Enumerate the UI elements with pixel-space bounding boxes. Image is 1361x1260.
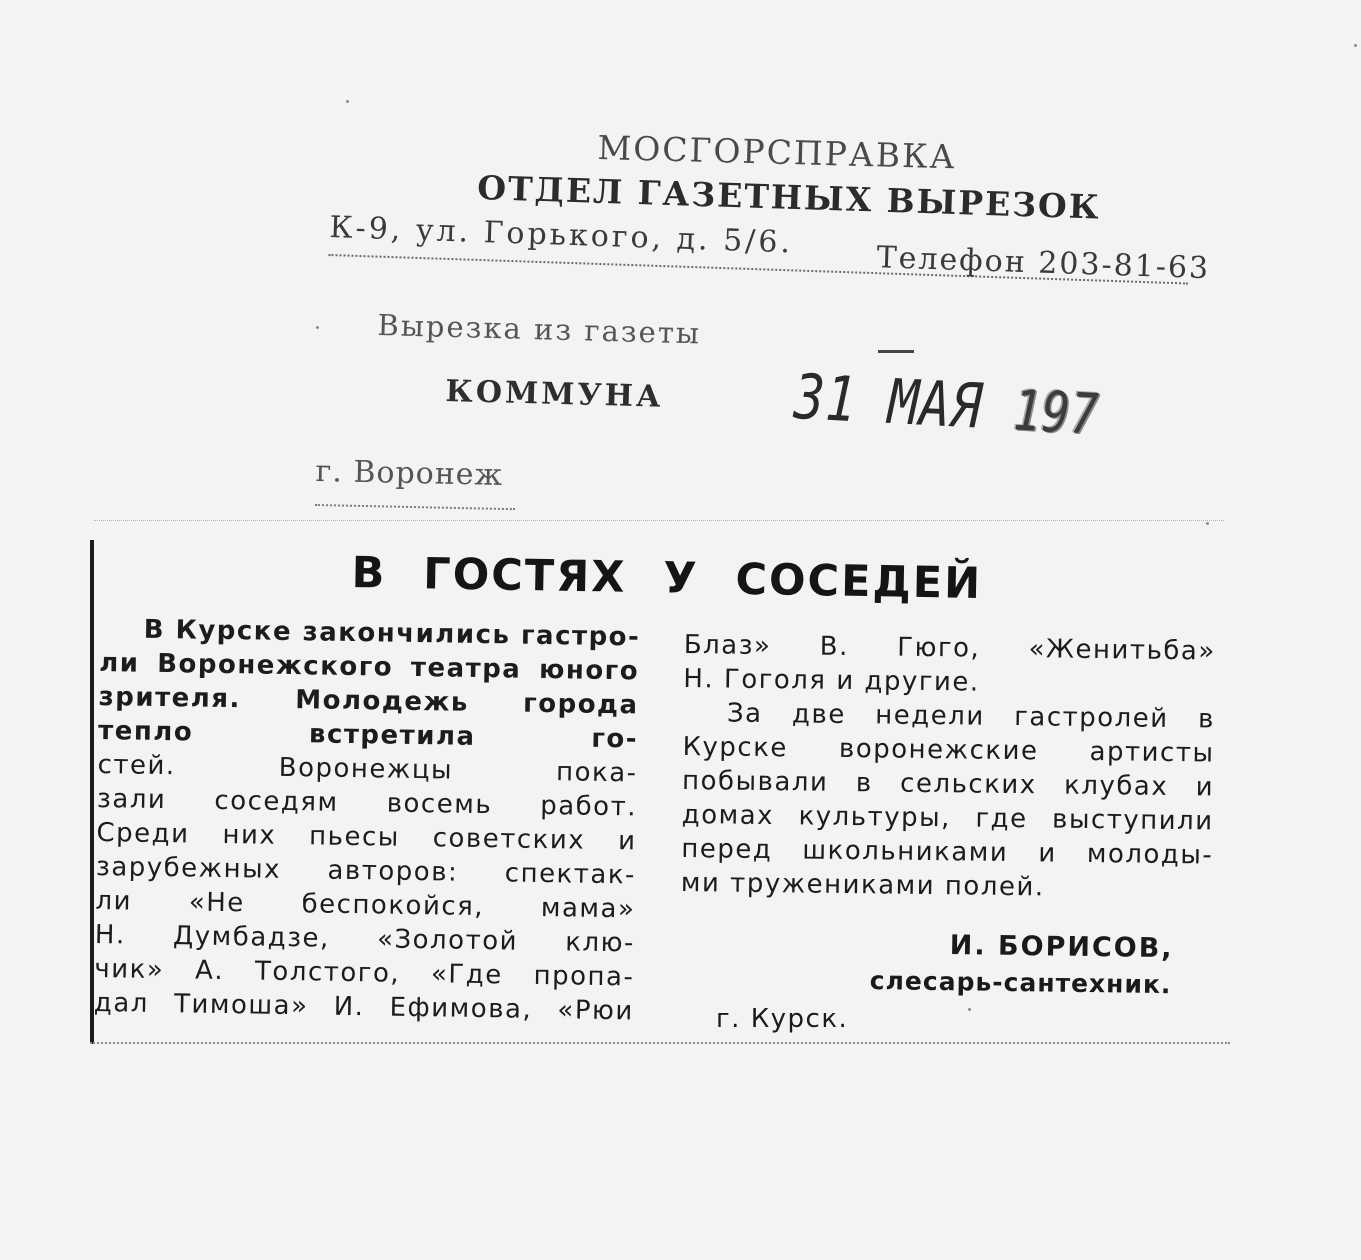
date-stamp-year: 197 <box>1011 378 1101 448</box>
scan-speck <box>1354 44 1357 47</box>
stamp-address: К-9, ул. Горького, д. 5/6. <box>328 210 794 261</box>
article-bottom-edge <box>90 1040 1230 1044</box>
article-line: зали соседям восемь работ. <box>96 783 638 823</box>
article-dateline: г. Курск. <box>716 1004 849 1034</box>
article-line: ли Воронежского театра юного <box>98 647 640 687</box>
article-line: За две недели гастролей в <box>726 698 1216 735</box>
article-line: побывали в сельских клубах и <box>681 765 1215 803</box>
date-stamp-month: МАЯ <box>886 364 985 443</box>
clipping-label: Вырезка из газеты <box>377 308 702 351</box>
article-line: тепло встретила го- <box>97 715 639 755</box>
scan-speck <box>316 326 319 329</box>
article-line: домах культуры, где выступили <box>681 799 1214 837</box>
date-stamp <box>792 360 1101 449</box>
author-name: И. БОРИСОВ, <box>949 930 1174 965</box>
article-line: зарубежных авторов: спектак- <box>95 851 637 891</box>
stamp-organization: МОСГОРСПРАВКА <box>596 128 958 177</box>
author-role: слесарь-сантехник. <box>869 966 1172 1000</box>
scan-speck <box>968 1008 971 1011</box>
newspaper-city-row <box>315 454 516 510</box>
stamp-department: ОТДЕЛ ГАЗЕТНЫХ ВЫРЕЗОК <box>476 168 1102 227</box>
article-right-column <box>681 628 1216 906</box>
article-line: зрителя. Молодежь города <box>98 681 639 721</box>
article-top-edge <box>94 520 1224 523</box>
article-line: Н. Гоголя и другие. <box>683 663 980 698</box>
scan-speck <box>346 100 349 103</box>
article-line: Блаз» В. Гюго, «Женитьба» <box>683 629 1216 667</box>
scan-speck <box>1206 522 1209 525</box>
article-line: чик» А. Толстого, «Где пропа- <box>94 953 635 993</box>
article-line: Н. Думбадзе, «Золотой клю- <box>94 919 636 959</box>
article-line: ли «Не беспокойся, мама» <box>95 885 636 925</box>
article-left-column <box>94 612 640 1028</box>
newspaper-city: г. Воронеж <box>315 454 504 493</box>
newspaper-name: КОММУНА <box>445 374 664 415</box>
article-line: Среди них пьесы советских и <box>96 817 637 857</box>
date-stamp-mark <box>878 350 914 353</box>
article-line: дал Тимоша» И. Ефимова, «Рюи <box>93 987 635 1027</box>
article-headline: В ГОСТЯХ У СОСЕДЕЙ <box>351 548 983 609</box>
article-line: В Курске закончились гастро- <box>143 614 641 653</box>
article-line: стей. Воронежцы пока- <box>97 749 638 789</box>
stamp-phone: Телефон 203-81-63 <box>876 240 1211 287</box>
article-line: Курске воронежские артисты <box>682 731 1215 769</box>
article-line: перед школьниками и молоды- <box>681 833 1214 871</box>
date-stamp-day: 31 <box>792 360 859 437</box>
article-line: ми тружениками полей. <box>680 867 1045 903</box>
